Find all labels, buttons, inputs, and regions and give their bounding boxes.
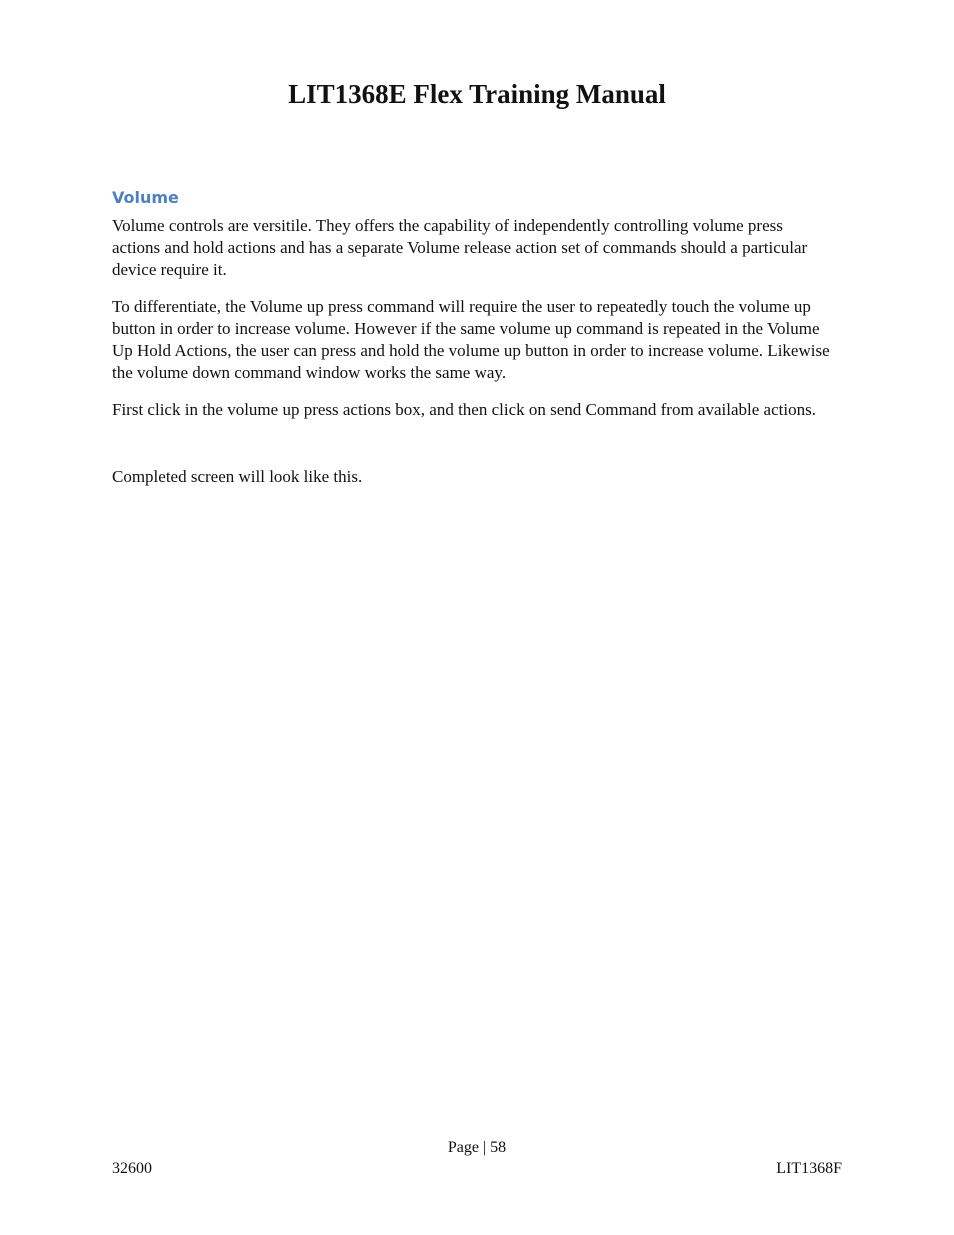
section-volume <box>112 187 832 503</box>
document-title: LIT1368E Flex Training Manual <box>288 79 666 109</box>
footer-right-code: LIT1368F <box>776 1160 842 1177</box>
page-number: Page | 58 <box>447 1139 507 1156</box>
paragraph-1: Volume controls are versitile. They offers the capability of independently controlling volume press actions and hold actions and has a separate Volume release action set of commands should a particular device require it. <box>112 216 808 279</box>
paragraph-4: Completed screen will look like this. <box>112 467 363 486</box>
paragraph-2: To differentiate, the Volume up press command will require the user to repeatedly touch the volume up button in order to increase volume. However if the same volume up command is repeated in the Volume Up Hold Actions, the user can press and hold the volume up button in order to increase volume. Likewise the volume down command window works the same way. <box>112 297 830 382</box>
paragraph-3: First click in the volume up press actions box, and then click on send Command from available actions. <box>112 400 816 419</box>
footer-left-code: 32600 <box>112 1160 152 1177</box>
section-heading: Volume <box>112 188 179 207</box>
